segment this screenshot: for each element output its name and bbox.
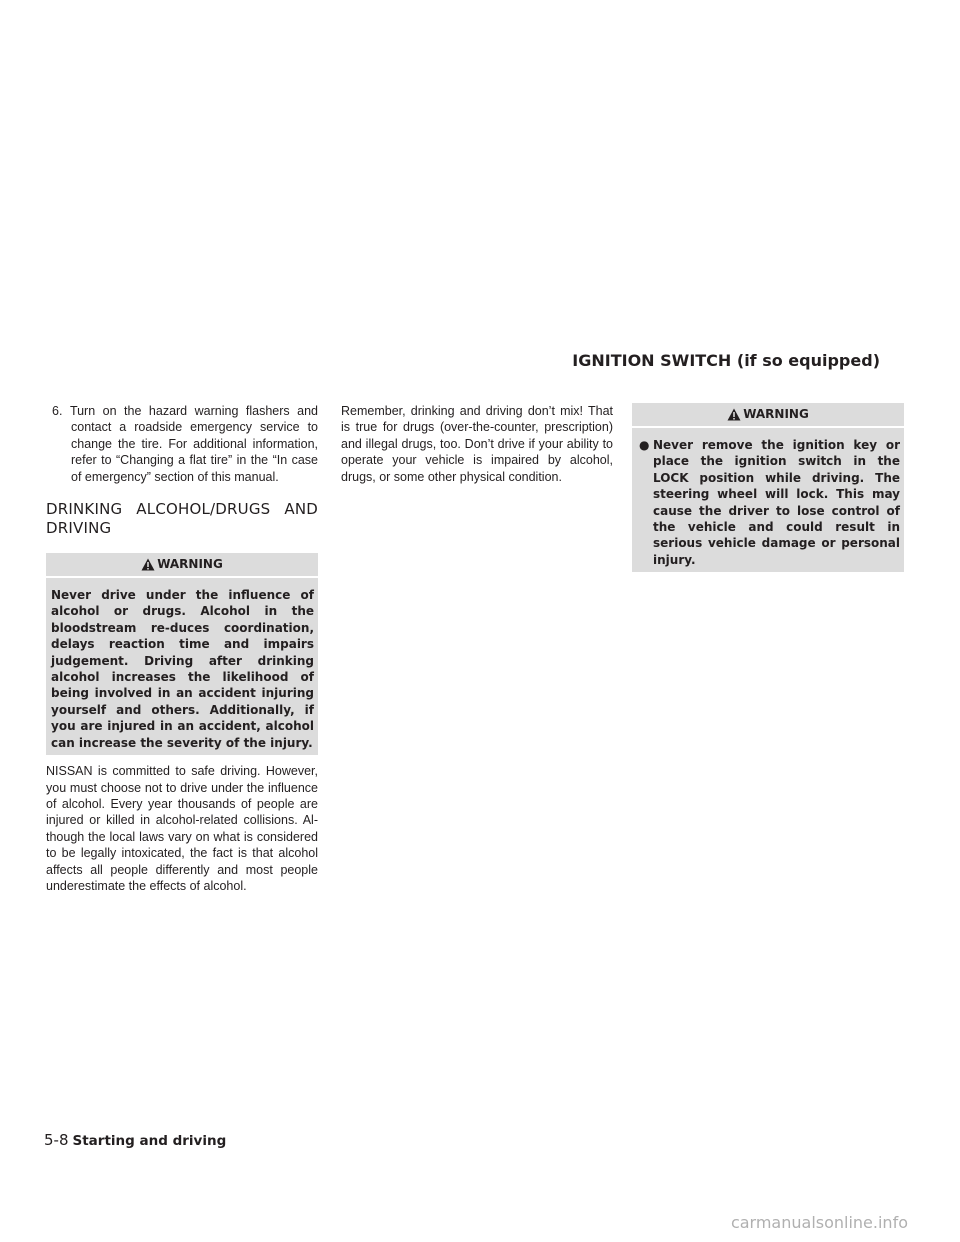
section-header: IGNITION SWITCH (if so equipped) — [572, 351, 880, 370]
warning-body — [632, 428, 904, 572]
warning-title: WARNING — [743, 407, 809, 421]
warning-body: Never drive under the influence of alcohol or drugs. Alcohol in the bloodstream re-duces coordination, delays reaction time and impairs judgement. Driving after drinking alcohol increases the likelihood of being involved in an accident injuring yourself and others. Additionally, if you are injured in an accident, alcohol can increase the severity of the injury. — [51, 588, 314, 750]
warning-list — [637, 437, 900, 568]
paragraph-remember: Remember, drinking and driving don’t mix! That is true for drugs (over-the-counter, prescription) and illegal drugs, too. Don’t drive if your ability to operate your vehicle is impaired by alcohol, drugs, or some other physical condition. — [341, 404, 613, 484]
chapter-title: Starting and driving — [72, 1133, 227, 1149]
warning-box-ignition — [632, 403, 904, 572]
page-number: 5-8 — [44, 1131, 69, 1149]
page-footer — [44, 1131, 226, 1149]
warning-box-alcohol — [46, 553, 318, 755]
warning-list-item — [637, 437, 900, 568]
step-number: 6. — [52, 404, 63, 418]
paragraph-nissan: NISSAN is committed to safe driving. However, you must choose not to drive under the influence of alcohol. Every year thousands of people are injured or killed in alcohol-related collisions. Al-though the local laws vary on what is considered to be legally intoxicated, the fact is that alcohol affects all people differently and most people underestimate the effects of alcohol. — [46, 764, 318, 893]
warning-triangle-icon — [727, 408, 741, 421]
column-left — [46, 403, 318, 894]
warning-title-bar — [46, 553, 318, 578]
warning-triangle-icon — [141, 558, 155, 571]
warning-title: WARNING — [157, 557, 223, 572]
column-right — [632, 403, 904, 580]
step-text: Turn on the hazard warning flashers and contact a roadside emergency service to change the tire. For additional information, refer to “Changing a flat tire” in the “In case of emergency” section of this manual. — [69, 404, 318, 484]
watermark: carmanualsonline.info — [730, 1213, 908, 1232]
column-middle — [341, 403, 613, 485]
bullet-icon: ● — [639, 438, 650, 452]
drinking-heading: DRINKING ALCOHOL/DRUGS AND DRIVING — [46, 500, 318, 538]
warning-title-bar — [632, 403, 904, 428]
step-6 — [46, 403, 318, 485]
warning-item-text: Never remove the ignition key or place the ignition switch in the LOCK position while driving. The steering wheel will lock. This may cause the driver to lose control of the vehicle and could result in serious vehicle damage or personal injury. — [653, 438, 900, 567]
